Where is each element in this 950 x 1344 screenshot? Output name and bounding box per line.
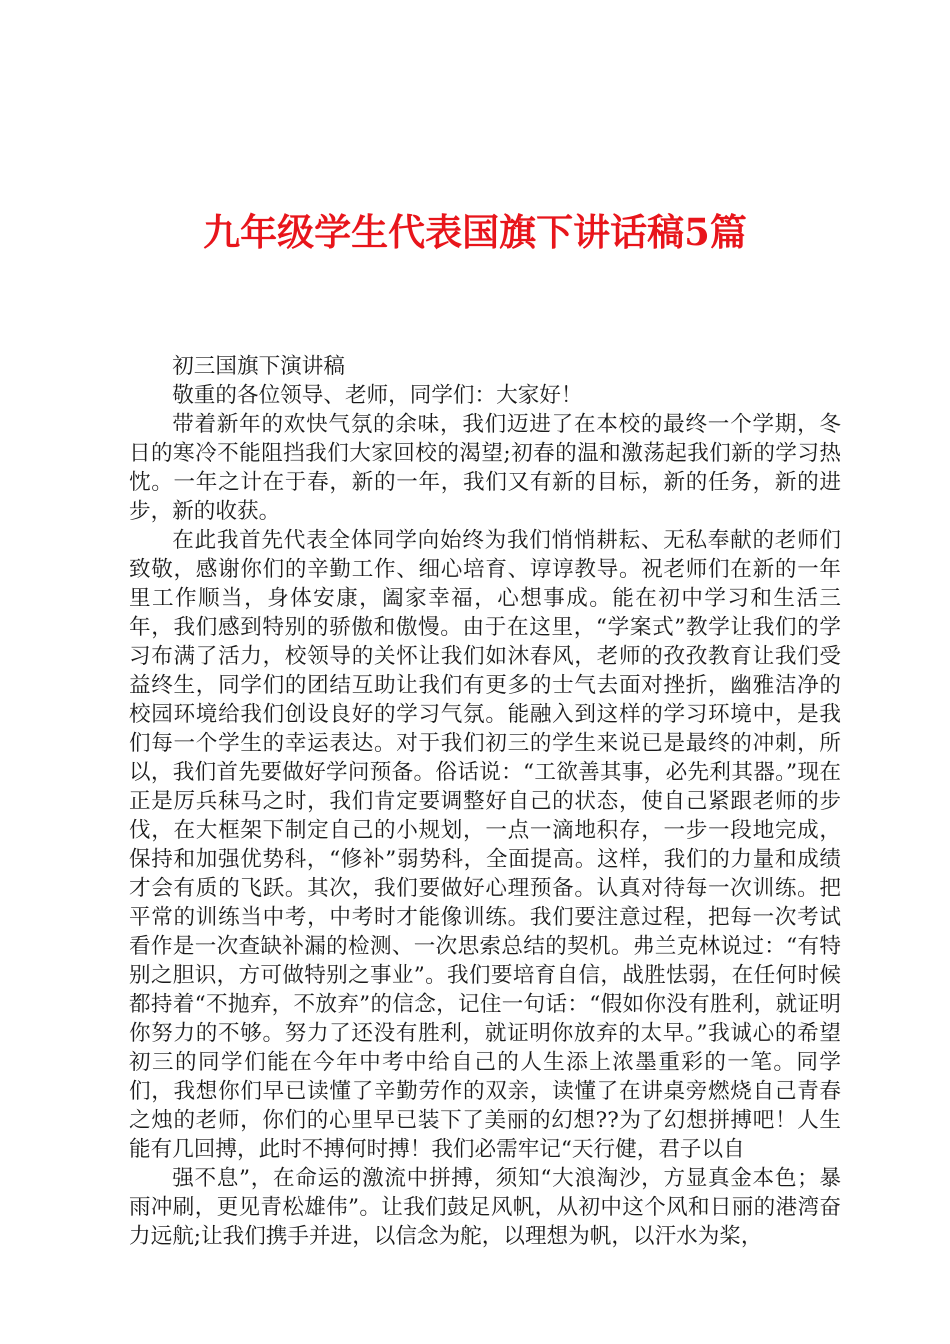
document-title: 九年级学生代表国旗下讲话稿5篇 bbox=[203, 210, 747, 254]
body-paragraph: 带着新年的欢快气氛的余味，我们迈进了在本校的最终一个学期，冬日的寒冷不能阻挡我们大家回校的渴望;初春的温和激荡起我们新的学习热忱。一年之计在于春，新的一年，我们又有新的目标，新的任务，新的进步，新的收获。 bbox=[129, 412, 841, 524]
document-body bbox=[129, 352, 841, 1251]
greeting-paragraph: 敬重的各位领导、老师，同学们：大家好！ bbox=[172, 383, 583, 408]
body-paragraph: 强不息”，在命运的激流中拼搏，须知“大浪淘沙，方显真金本色；暴雨冲刷，更见青松雄伟”。让我们鼓足风帆，从初中这个风和日丽的港湾奋力远航;让我们携手并进，以信念为舵，以理想为帆，以汗水为桨， bbox=[129, 1166, 841, 1249]
body-paragraph: 在此我首先代表全体同学向始终为我们悄悄耕耘、无私奉献的老师们致敬，感谢你们的辛勤工作、细心培育、谆谆教导。祝老师们在新的一年里工作顺当，身体安康，阖家幸福，心想事成。能在初中学习和生活三年，我们感到特别的骄傲和傲慢。由于在这里，“学案式”教学让我们的学习布满了活力，校领导的关怀让我们如沐春风，老师的孜孜教育让我们受益终生，同学们的团结互助让我们有更多的士气去面对挫折，幽雅洁净的校园环境给我们创设良好的学习气氛。能融入到这样的学习环境中，是我们每一个学生的幸运表达。对于我们初三的学生来说已是最终的冲刺，所以，我们首先要做好学问预备。俗话说：“工欲善其事，必先利其器。”现在正是厉兵秣马之时，我们肯定要调整好自己的状态，使自己紧跟老师的步伐，在大框架下制定自己的小规划，一点一滴地积存，一步一段地完成，保持和加强优势科，“修补”弱势科，全面提高。这样，我们的力量和成绩才会有质的飞跃。其次，我们要做好心理预备。认真对待每一次训练。把平常的训练当中考，中考时才能像训练。我们要注意过程，把每一次考试看作是一次查缺补漏的检测、一次思索总结的契机。弗兰克林说过：“有特别之胆识，方可做特别之事业”。我们要培育自信，战胜怯弱，在任何时候都持着“不抛弃，不放弃”的信念，记住一句话：“假如你没有胜利，就证明你努力的不够。努力了还没有胜利，就证明你放弃的太早。”我诚心的希望初三的同学们能在今年中考中给自己的人生添上浓墨重彩的一笔。同学们，我想你们早已读懂了辛勤劳作的双亲，读懂了在讲桌旁燃烧自己青春之烛的老师，你们的心里早已装下了美丽的幻想??为了幻想拼搏吧！人生能有几回搏，此时不搏何时搏！我们必需牢记“天行健，君子以自 bbox=[129, 528, 841, 1162]
subtitle-paragraph: 初三国旗下演讲稿 bbox=[172, 354, 345, 379]
